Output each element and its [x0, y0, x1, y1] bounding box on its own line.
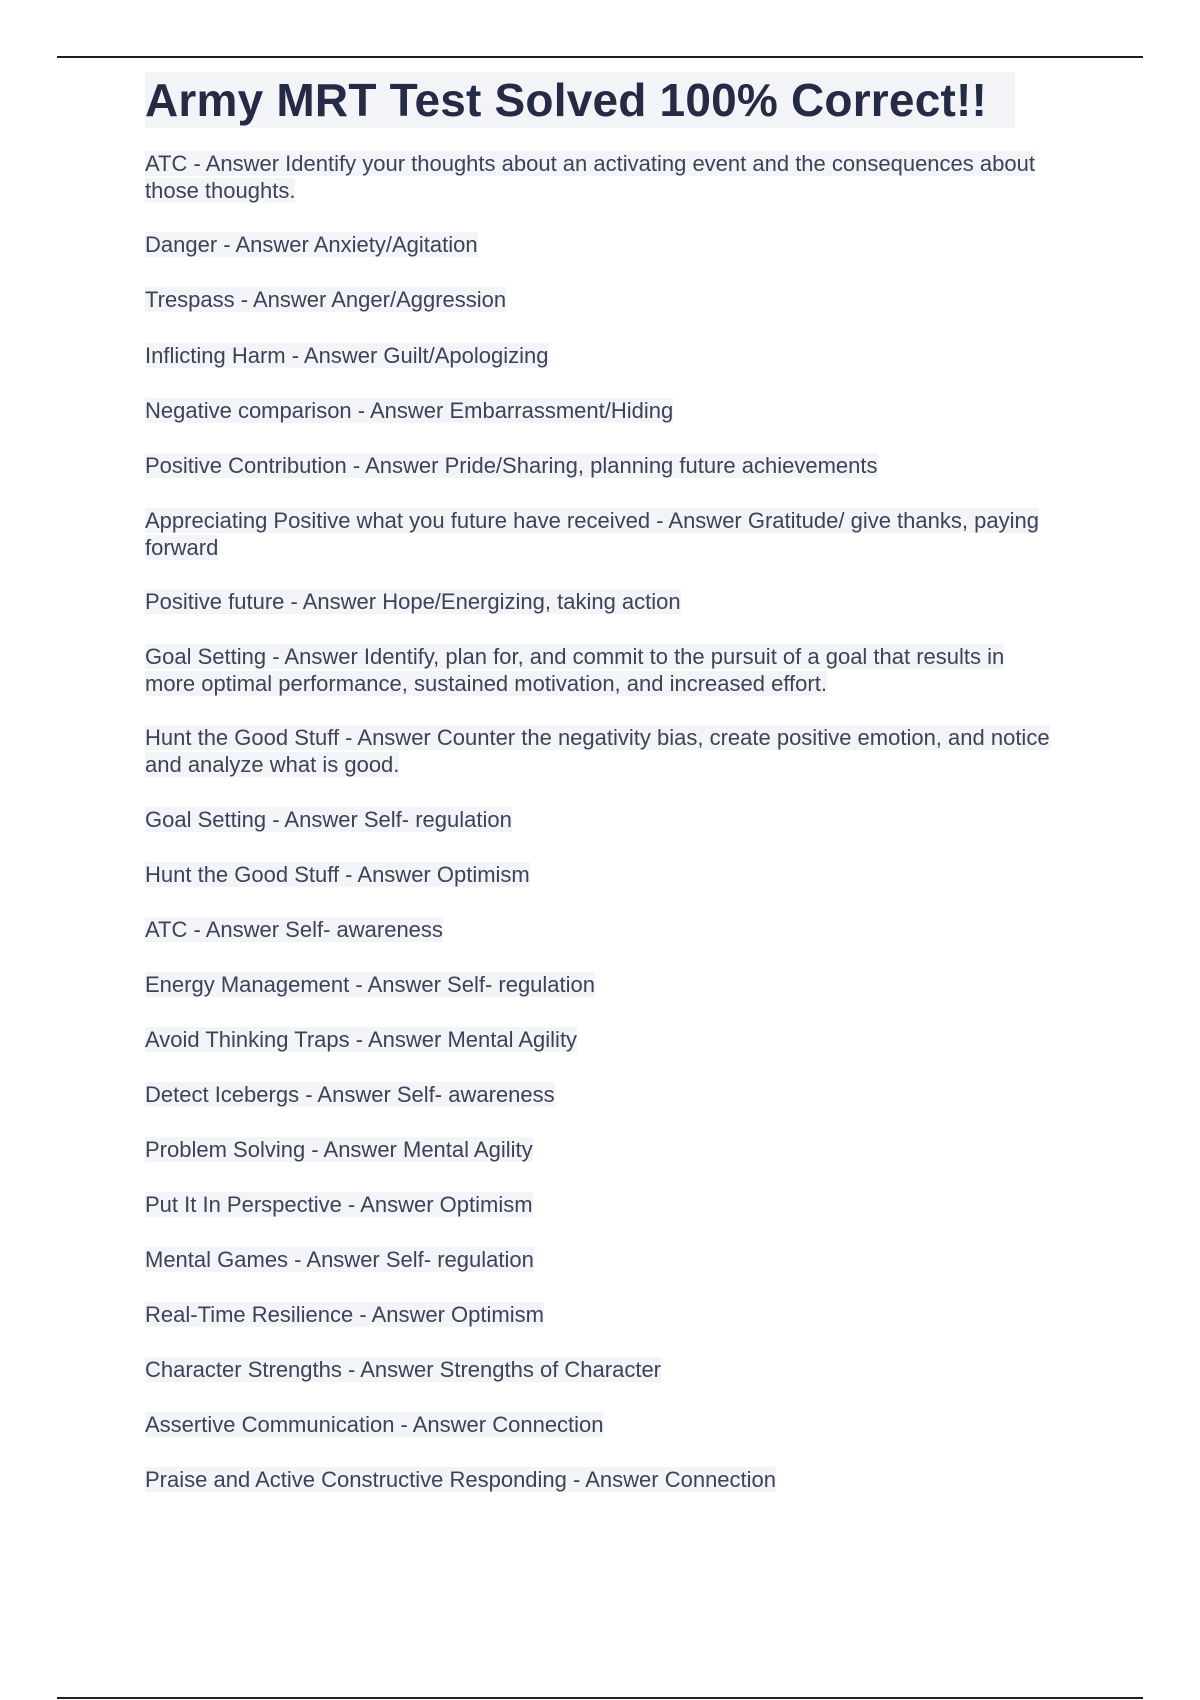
qa-item: Hunt the Good Stuff - Answer Counter the negativity bias, create positive emotion, and notice and analyze what is good. [145, 725, 1050, 777]
qa-item: Put It In Perspective - Answer Optimism [145, 1192, 533, 1217]
qa-item: Hunt the Good Stuff - Answer Optimism [145, 862, 530, 887]
qa-item: Assertive Communication - Answer Connection [145, 1412, 604, 1437]
qa-item: Detect Icebergs - Answer Self- awareness [145, 1082, 555, 1107]
document-body [145, 72, 1060, 1493]
top-rule [57, 56, 1143, 58]
qa-item: Character Strengths - Answer Strengths of Character [145, 1357, 662, 1382]
qa-item: Inflicting Harm - Answer Guilt/Apologizing [145, 343, 549, 368]
qa-item: Danger - Answer Anxiety/Agitation [145, 232, 478, 257]
qa-item: Trespass - Answer Anger/Aggression [145, 287, 507, 312]
qa-item: Real-Time Resilience - Answer Optimism [145, 1302, 544, 1327]
qa-list [145, 150, 1060, 1493]
qa-item: Goal Setting - Answer Self- regulation [145, 807, 512, 832]
bottom-rule [57, 1697, 1143, 1699]
qa-item: Energy Management - Answer Self- regulation [145, 972, 596, 997]
qa-item: Mental Games - Answer Self- regulation [145, 1247, 534, 1272]
qa-item: Positive future - Answer Hope/Energizing, taking action [145, 589, 681, 614]
qa-item: Positive Contribution - Answer Pride/Sharing, planning future achievements [145, 453, 878, 478]
qa-item: Avoid Thinking Traps - Answer Mental Agility [145, 1027, 578, 1052]
qa-item: Goal Setting - Answer Identify, plan for, and commit to the pursuit of a goal that results in more optimal performance, sustained motivation, and increased effort. [145, 644, 1005, 696]
qa-item: ATC - Answer Identify your thoughts about an activating event and the consequences about those thoughts. [145, 151, 1035, 203]
qa-item: ATC - Answer Self- awareness [145, 917, 443, 942]
qa-item: Praise and Active Constructive Responding - Answer Connection [145, 1467, 777, 1492]
qa-item: Appreciating Positive what you future have received - Answer Gratitude/ give thanks, paying forward [145, 508, 1039, 560]
qa-item: Negative comparison - Answer Embarrassment/Hiding [145, 398, 674, 423]
qa-item: Problem Solving - Answer Mental Agility [145, 1137, 533, 1162]
page-title: Army MRT Test Solved 100% Correct!! [145, 72, 1015, 128]
